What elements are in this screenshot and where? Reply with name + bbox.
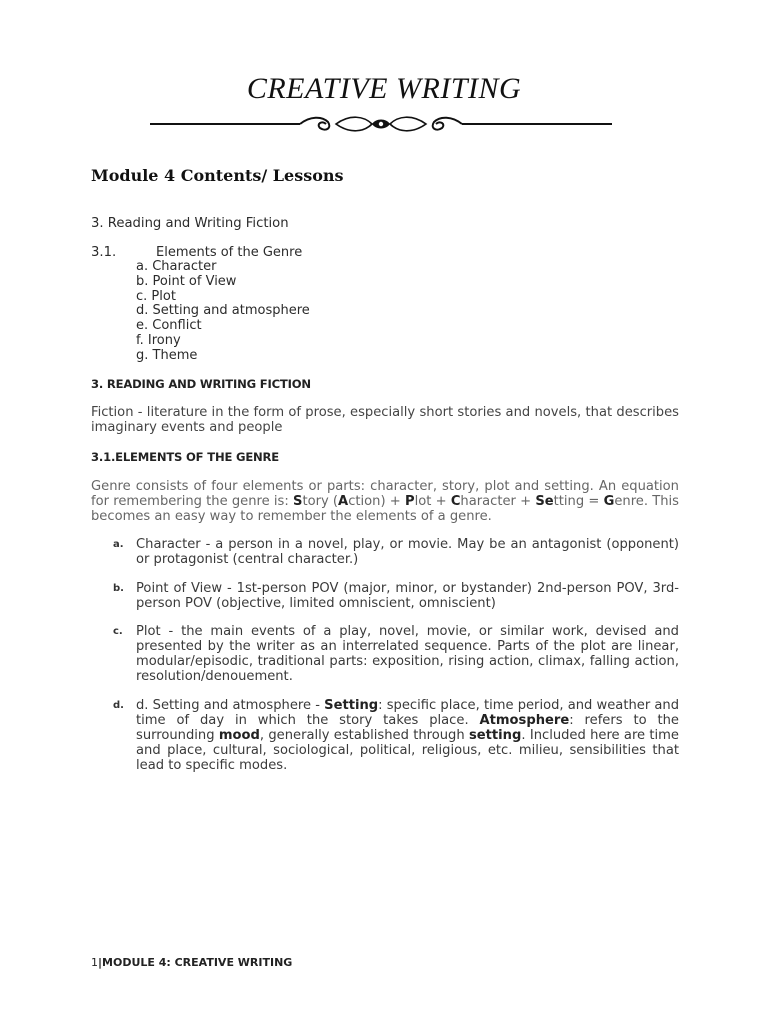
page-footer: [91, 956, 292, 969]
setting-label: Setting: [324, 698, 379, 713]
character-definition: Character - a person in a novel, play, or movie. May be an antagonist (opponent) or protagonist (central character.): [136, 537, 679, 567]
list-marker: d.: [113, 700, 124, 711]
toc-item: d. Setting and atmosphere: [136, 303, 310, 319]
genre-letter-p: P: [405, 494, 415, 509]
toc-list: [136, 260, 310, 364]
genre-text: ction) +: [348, 494, 405, 509]
toc-item: b. Point of View: [136, 273, 237, 289]
toc-item: c. Plot: [136, 288, 176, 304]
elements-heading: 3.1.ELEMENTS OF THE GENRE: [91, 450, 279, 464]
point-of-view-definition: Point of View - 1st-person POV (major, minor, or bystander) 2nd-person POV, 3rd- person POV (objective, limited omniscient, omniscient): [136, 581, 679, 611]
list-marker: c.: [113, 626, 123, 637]
mood-label: mood: [218, 728, 260, 743]
plot-definition: Plot - the main events of a play, novel, movie, or similar work, devised and presented by the writer as an interrelated sequence. Parts of the plot are linear, modular/episodic, traditional parts: exposition, rising action, climax, falling action, resolution/denouement.: [136, 624, 679, 684]
genre-text: Genre consists of four elements or parts: character, story, plot and setting. An equation for remembering the genre is:: [91, 479, 679, 509]
genre-text: lot +: [414, 494, 451, 509]
mood-text: , generally established through: [259, 728, 469, 743]
genre-paragraph: [91, 479, 679, 524]
toc-item: f. Irony: [136, 332, 181, 348]
list-marker: b.: [113, 583, 124, 594]
list-marker: a.: [113, 539, 124, 550]
page-number: 1: [91, 956, 98, 969]
section-title: 3. Reading and Writing Fiction: [91, 216, 289, 231]
setting-word: setting: [468, 728, 522, 743]
genre-letter-se: Se: [535, 494, 554, 509]
toc-item: e. Conflict: [136, 318, 202, 334]
genre-letter-g: G: [603, 494, 615, 509]
genre-text: tory (: [302, 494, 339, 509]
atmosphere-text: : refers to the surrounding: [136, 713, 679, 743]
genre-text: haracter +: [460, 494, 536, 509]
footer-text: |MODULE 4: CREATIVE WRITING: [98, 956, 293, 969]
toc-heading: Elements of the Genre: [156, 245, 303, 260]
module-heading: Module 4 Contents/ Lessons: [91, 166, 344, 185]
genre-text: enre. This becomes an easy way to remember the elements of a genre.: [91, 494, 679, 524]
setting-text: : specific place, time period, and weather and time of day in which the story takes place.: [136, 698, 680, 728]
page-title: CREATIVE WRITING: [246, 72, 522, 105]
reading-writing-heading: 3. READING AND WRITING FICTION: [91, 377, 311, 391]
genre-letter-c: C: [450, 494, 461, 509]
toc-number: 3.1.: [91, 245, 117, 260]
fiction-definition: Fiction - literature in the form of prose, especially short stories and novels, that describes imaginary events and people: [91, 405, 679, 435]
setting-tail: . Included here are time and place, cultural, sociological, political, religious, etc. milieu, sensibilities that lead to specific modes.: [136, 728, 679, 773]
title-divider-ornament: [150, 112, 612, 138]
genre-text: tting =: [553, 494, 604, 509]
atmosphere-label: Atmosphere: [479, 713, 570, 728]
setting-definition: [136, 698, 679, 773]
genre-letter-s: S: [293, 494, 303, 509]
setting-lead: d. Setting and atmosphere -: [136, 698, 325, 713]
toc-item: a. Character: [136, 259, 217, 274]
toc-item: g. Theme: [136, 347, 198, 363]
genre-letter-a: A: [338, 494, 349, 509]
